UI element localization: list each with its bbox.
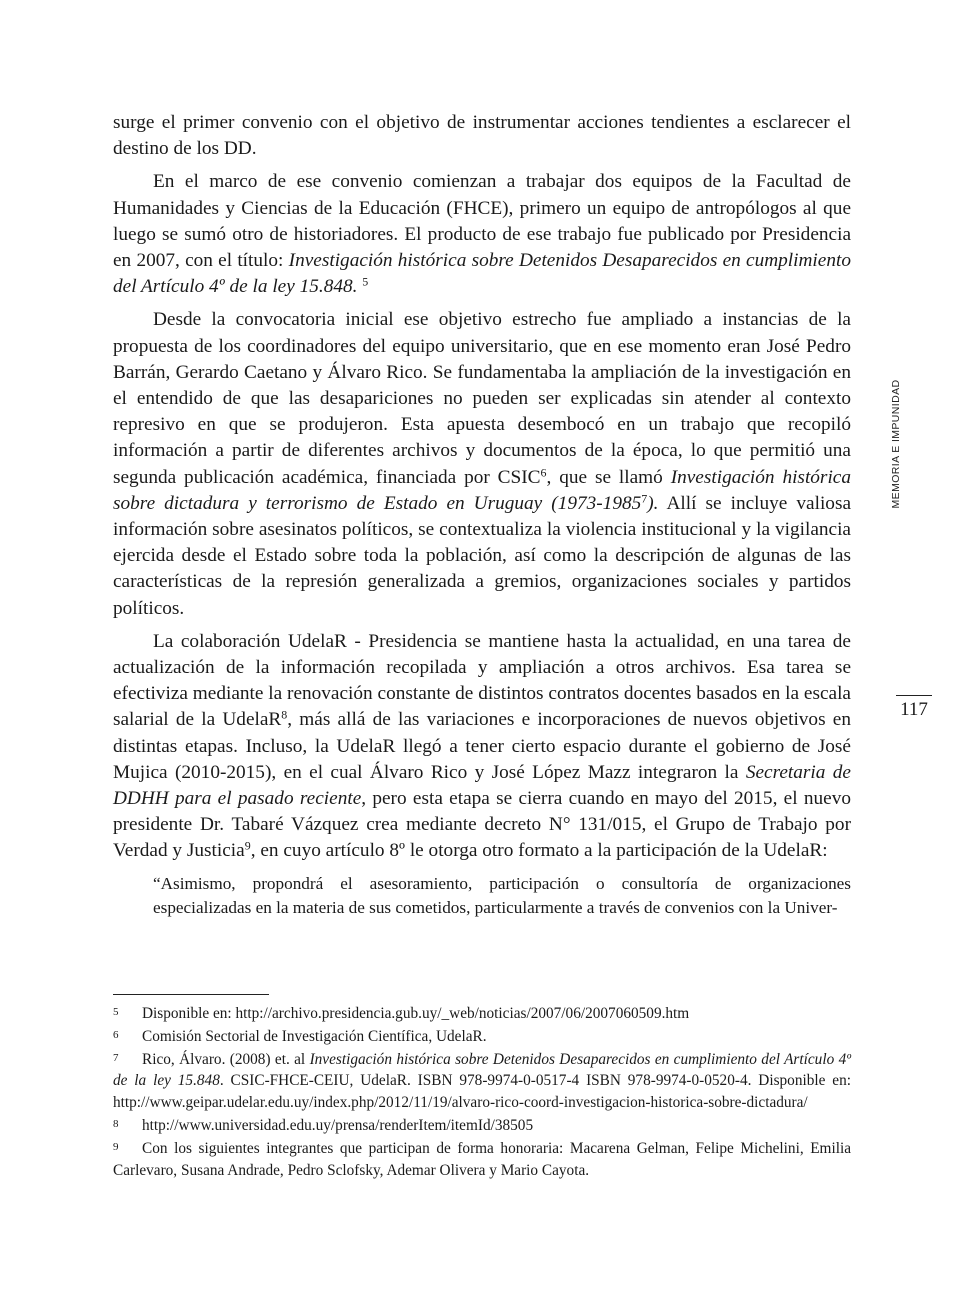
footnote-text-2: . CSIC-FHCE-CEIU, UdelaR. ISBN 978-9974-0-0517-4 ISBN 978-9974-0-0520-4. Disponible en: http://www.geipar.udelar.edu.uy/index.php/2012/11/19/alvaro-rico-coord-investigacion-historica-sobre-dictadura/ xyxy=(113,1072,851,1112)
main-text xyxy=(113,110,851,921)
footnote-text: Comisión Sectorial de Investigación Científica, UdelaR. xyxy=(142,1027,487,1045)
footnote-text: http://www.universidad.edu.uy/prensa/renderItem/itemId/38505 xyxy=(142,1116,534,1134)
block-quote xyxy=(153,872,851,921)
footnote-ref-7: 7 xyxy=(641,491,648,506)
footnote-text: Disponible en: http://archivo.presidencia.gub.uy/_web/noticias/2007/06/2007060509.htm xyxy=(142,1005,690,1022)
footnote-text: Con los siguientes integrantes que participan de forma honoraria: Macarena Gelman, Felipe Michelini, Emilia Carlevaro, Susana Andrade, Pedro Sclofsky, Ademar Olivera y Mario Cayota. xyxy=(113,1139,851,1179)
paragraph-3-text-2: , que se llamó xyxy=(546,466,671,488)
footnotes xyxy=(113,1002,851,1181)
footnote-ref-5: 5 xyxy=(362,274,369,289)
footnote-divider xyxy=(113,994,269,995)
footnote-5 xyxy=(113,1002,851,1025)
footnote-ref-6: 6 xyxy=(540,465,547,480)
paragraph-3-text-3: Allí se incluye valiosa información sobre asesinatos políticos, se contextualiza la violencia institucional y la vigilancia ejercida desde el Estado sobre toda la población, así como la descripción de algunas de las características de la represión generalizada a gremios, organizaciones sociales y partidos políticos. xyxy=(113,492,852,619)
footnote-text: Rico, Álvaro. (2008) et. al xyxy=(142,1050,310,1068)
footnote-6 xyxy=(113,1025,851,1048)
secretaria-title-italic: Secretaria de DDHH para el pasado reciente xyxy=(113,761,851,810)
block-quote-text: “Asimismo, propondrá el asesoramiento, participación o consultoría de organizaciones especializadas en la materia de sus cometidos, particularmente a través de convenios con la Univer- xyxy=(153,873,851,918)
paragraph-3-text: Desde la convocatoria inicial ese objetivo estrecho fue ampliado a instancias de la propuesta de los coordinadores del equipo universitario, que en ese momento eran José Pedro Barrán, Gerardo Caetano y Álvaro Rico. Se fundamentaba la ampliación de la investigación en el entendido de que las desapariciones no pueden ser explicadas sin atender al contexto represivo en que se produjeron. Esta apuesta desembocó en un trabajo que recopiló información a partir de diferentes archivos y documentos de la época, lo que permitió una segunda publicación académica, financiada por CSIC xyxy=(113,309,851,488)
footnote-8 xyxy=(113,1114,851,1137)
footnote-number: 9 xyxy=(113,1140,119,1153)
publication-title-italic: Investigación histórica sobre Detenidos Desaparecidos en cumplimiento del Artículo 4º de la ley 15.848. xyxy=(113,250,851,298)
paragraph-2-text: En el marco de ese convenio comienzan a trabajar dos equipos de la Facultad de Humanidades y Ciencias de la Educación (FHCE), primero un equipo de antropólogos al que luego se sumó otro de historiadores. El producto de ese trabajo fue publicado por Presidencia en 2007, con el título: xyxy=(113,171,851,272)
publication-title-italic-close: ). xyxy=(647,492,659,514)
footnote-9 xyxy=(113,1137,851,1182)
footnote-number: 8 xyxy=(113,1117,119,1130)
paragraph-1-text: surge el primer convenio con el objetivo de instrumentar acciones tendientes a esclarecer el destino de los DD. xyxy=(113,112,851,160)
publication-title-italic-2: Investigación histórica sobre dictadura y terrorismo de Estado en Uruguay (1973-1985 xyxy=(113,466,851,514)
paragraph-3 xyxy=(113,307,851,621)
paragraph-1 xyxy=(113,110,851,162)
footnote-number: 6 xyxy=(113,1028,119,1041)
running-title-vertical: MEMORIA E IMPUNIDAD xyxy=(890,379,902,509)
footnote-number: 5 xyxy=(113,1006,119,1018)
paragraph-4-text-4: , en cuyo artículo 8º le otorga otro formato a la participación de la UdelaR: xyxy=(250,840,828,862)
page-number-rule xyxy=(896,695,932,696)
footnote-7 xyxy=(113,1048,851,1114)
footnote-italic-title: Investigación histórica sobre Detenidos Desaparecidos en cumplimiento del Artículo 4º de la ley 15.848 xyxy=(113,1050,851,1090)
paragraph-4-text: La colaboración UdelaR - Presidencia se mantiene hasta la actualidad, en una tarea de actualización de la información recopilada y ampliación a otros archivos. Esa tarea se efectiviza mediante la renovación constante de distintos contratos docentes basados en la escala salarial de la UdelaR xyxy=(113,630,851,731)
footnote-ref-8: 8 xyxy=(281,707,288,722)
footnote-number: 7 xyxy=(113,1051,119,1064)
paragraph-4 xyxy=(113,629,851,865)
paragraph-4-text-3: , pero esta etapa se cierra cuando en mayo del 2015, el nuevo presidente Dr. Tabaré Vázquez crea mediante decreto N° 131/015, el Grupo de Trabajo por Verdad y Justicia xyxy=(113,788,851,862)
footnote-ref-9: 9 xyxy=(244,838,251,853)
page-number: 117 xyxy=(900,699,928,720)
paragraph-2 xyxy=(113,169,851,300)
paragraph-4-text-2: , más allá de las variaciones e incorporaciones de nuevos objetivos en distintas etapas. Incluso, la UdelaR llegó a tener cierto espacio durante el gobierno de José Mujica (2010-2015), en el cual Álvaro Rico y José López Mazz integraron la xyxy=(113,709,851,783)
